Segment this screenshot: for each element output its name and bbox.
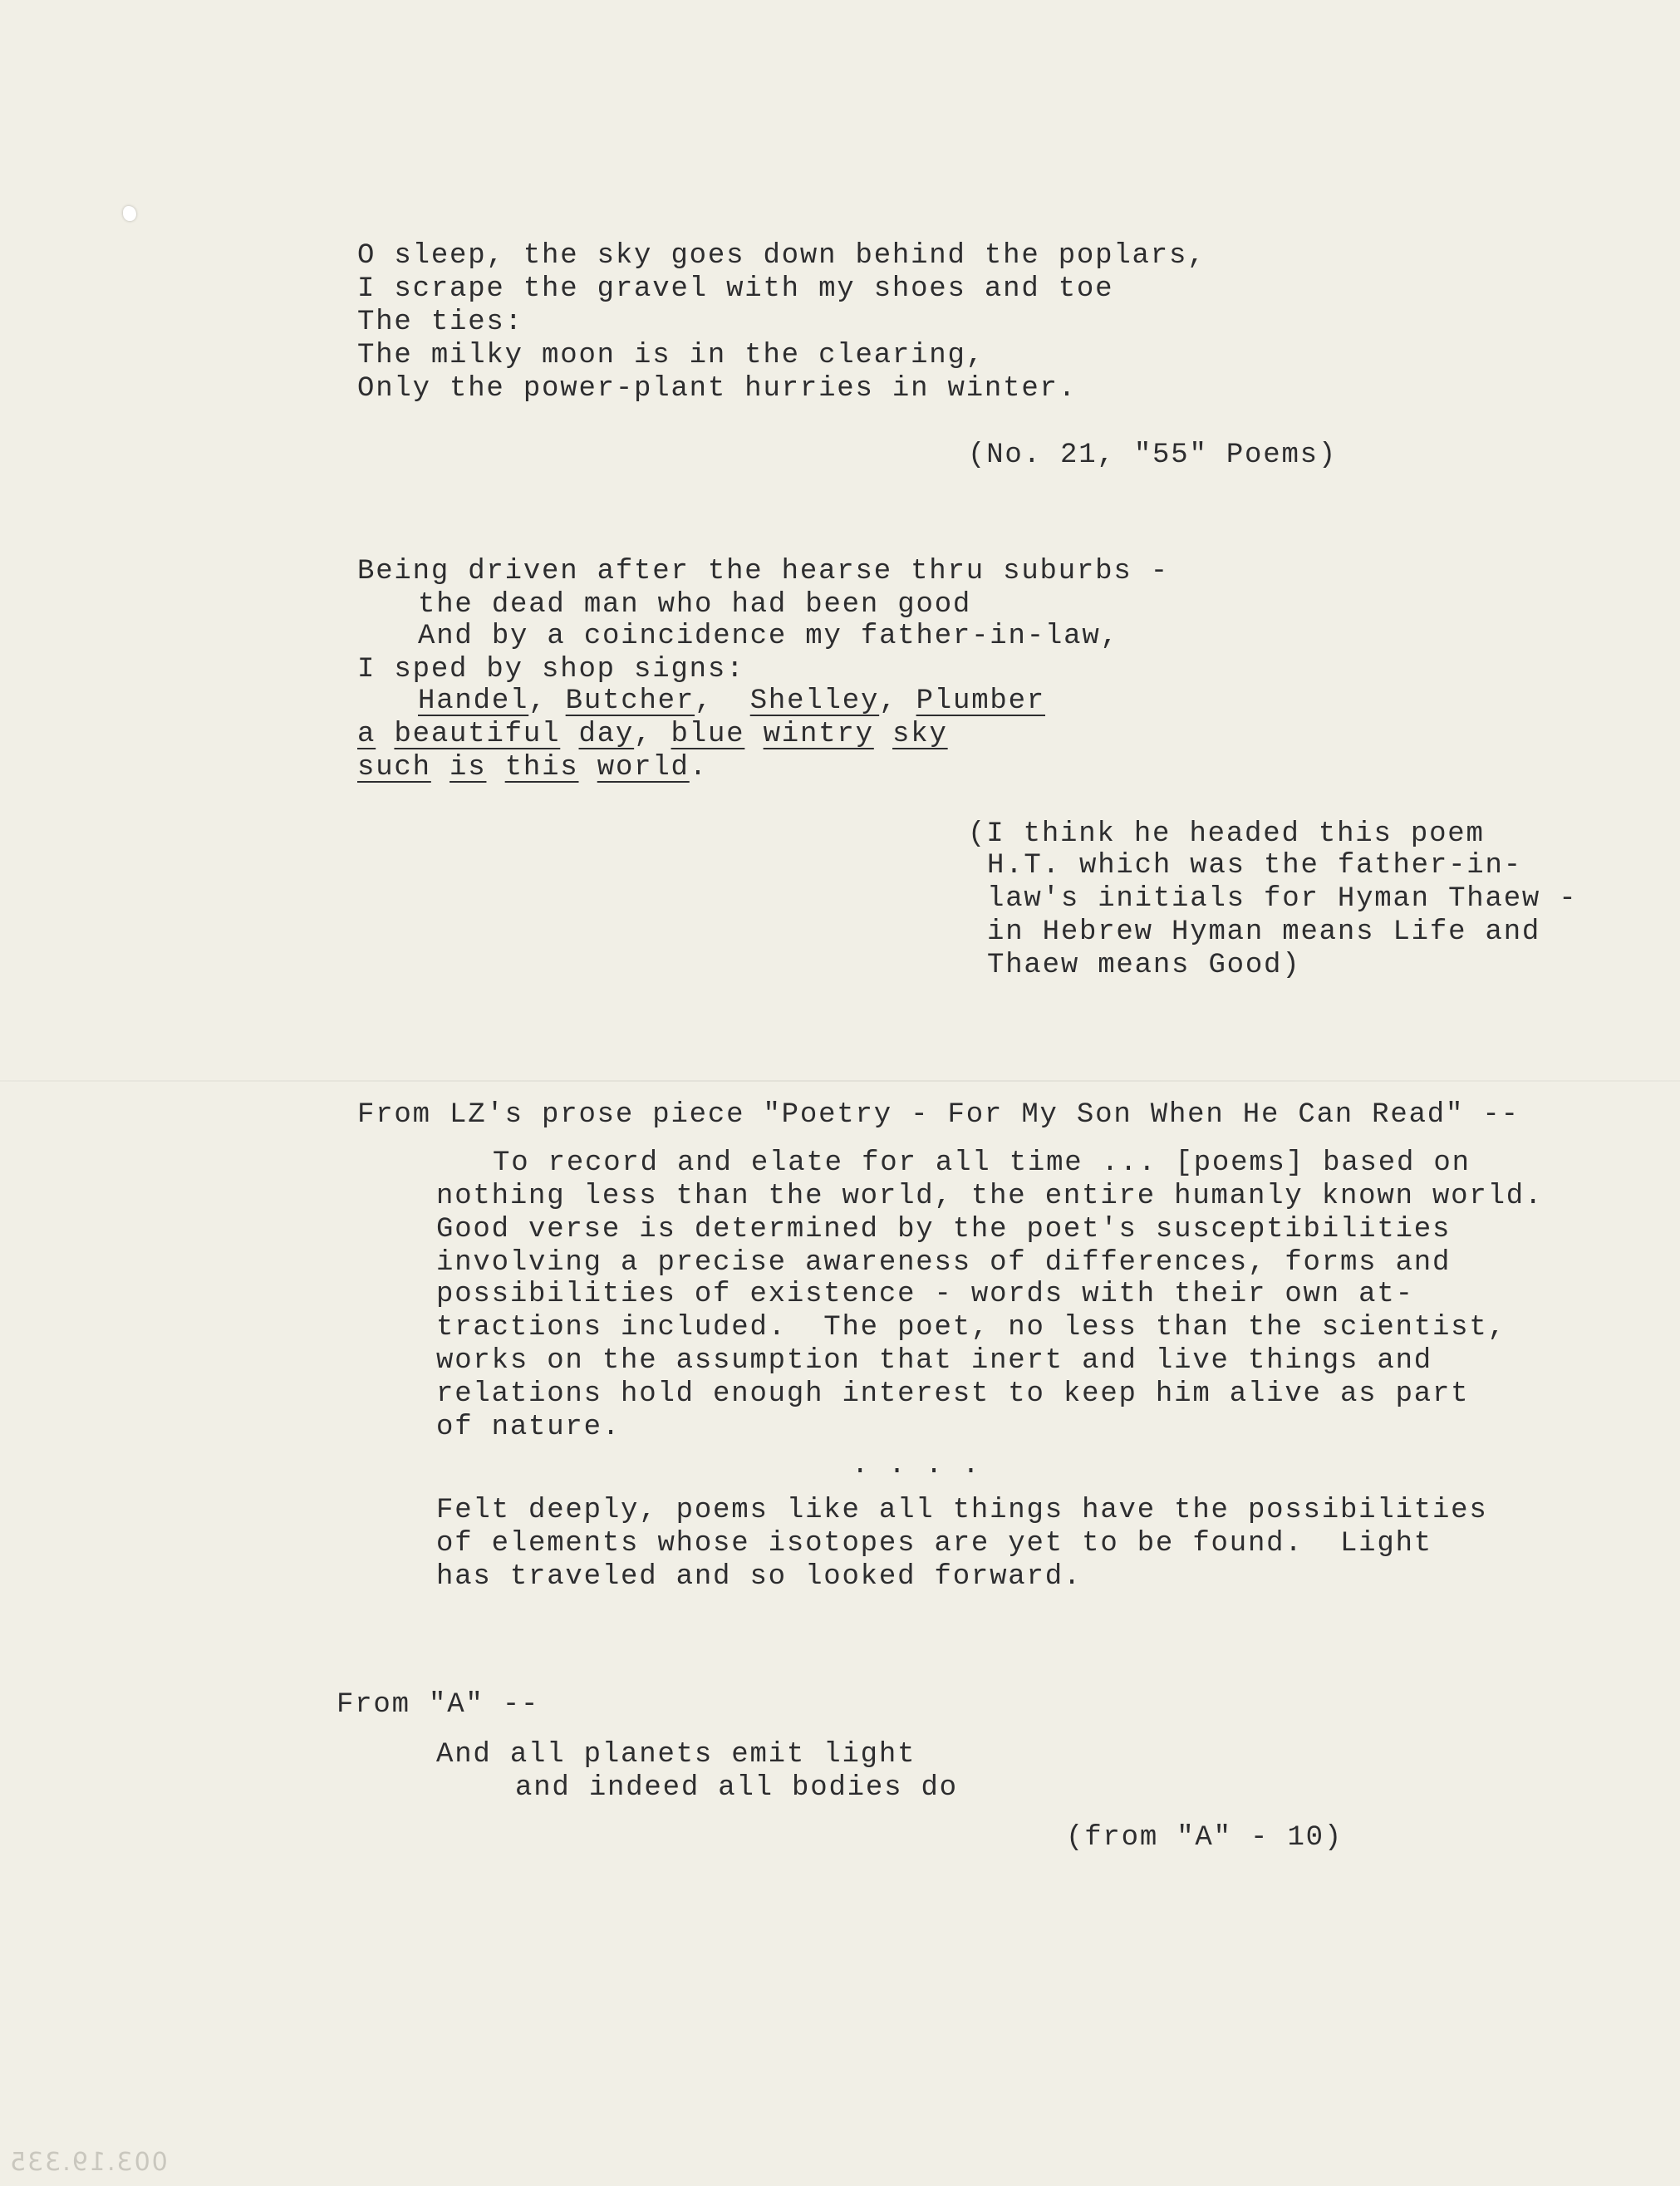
page-fold (0, 1080, 1680, 1082)
underlined-word: such (357, 752, 431, 784)
underlined-word: a (357, 719, 376, 750)
poem2-line: And by a coincidence my father-in-law, (418, 621, 1119, 652)
poem2-line: Being driven after the hearse thru suburbs - (357, 556, 1169, 587)
underlined-word: blue (671, 719, 745, 750)
archival-number: 003.19.335 (8, 2148, 168, 2177)
prose-line: tractions included. The poet, no less than the scientist, (436, 1312, 1506, 1344)
poem1-source: (No. 21, "55" Poems) (968, 440, 1338, 471)
note-line: in Hebrew Hyman means Life and (987, 916, 1541, 948)
a-source: (from "A" - 10) (1066, 1822, 1344, 1854)
prose-line: possibilities of existence - words with their own at- (436, 1279, 1414, 1310)
prose-line: has traveled and so looked forward. (436, 1561, 1083, 1593)
poem1-line: The milky moon is in the clearing, (357, 340, 985, 371)
note-line: H.T. which was the father-in- (987, 850, 1522, 882)
underlined-word: day (578, 719, 635, 750)
note-line: law's initials for Hyman Thaew - (987, 883, 1578, 915)
prose-line: of nature. (436, 1412, 621, 1443)
paper-blemish (123, 206, 136, 221)
note-line: (I think he headed this poem (968, 818, 1485, 850)
underlined-word: world (597, 752, 690, 784)
a-line: and indeed all bodies do (515, 1772, 958, 1804)
shop-signs-line: Handel, Butcher, Shelley, Plumber (418, 685, 1046, 717)
underlined-word: wintry (763, 719, 874, 750)
prose-line: To record and elate for all time ... [poems] based on (493, 1147, 1471, 1179)
prose-line: Felt deeply, poems like all things have the possibilities (436, 1495, 1488, 1526)
underlined-word: sky (892, 719, 948, 750)
prose-line: Good verse is determined by the poet's susceptibilities (436, 1214, 1452, 1245)
poem2-line: the dead man who had been good (418, 589, 972, 621)
poem2-line: I sped by shop signs: (357, 654, 745, 685)
a-line: And all planets emit light (436, 1739, 916, 1771)
prose-line: nothing less than the world, the entire humanly known world. (436, 1181, 1544, 1212)
world-line: such is this world. (357, 752, 708, 784)
sign-word: Plumber (916, 685, 1046, 717)
note-line: Thaew means Good) (987, 950, 1301, 981)
underlined-word: is (449, 752, 487, 784)
poem1-line: I scrape the gravel with my shoes and toe (357, 273, 1114, 305)
prose-line: works on the assumption that inert and live things and (436, 1345, 1432, 1377)
underlined-word: beautiful (394, 719, 561, 750)
underlined-word: this (504, 752, 579, 784)
prose-line: involving a precise awareness of differences, forms and (436, 1247, 1452, 1279)
prose-line: relations hold enough interest to keep him alive as part (436, 1378, 1470, 1410)
sign-word: Handel (418, 685, 529, 717)
prose-heading: From LZ's prose piece "Poetry - For My Son When He Can Read" -- (357, 1099, 1520, 1131)
poem1-line: O sleep, the sky goes down behind the poplars, (357, 240, 1206, 272)
poem1-line: The ties: (357, 307, 523, 338)
sign-word: Butcher (565, 685, 695, 717)
a-heading: From "A" -- (336, 1689, 540, 1721)
ellipsis-dots: . . . . (852, 1450, 981, 1481)
prose-line: of elements whose isotopes are yet to be found. Light (436, 1528, 1432, 1560)
sign-word: Shelley (749, 685, 880, 717)
day-line: a beautiful day, blue wintry sky (357, 719, 948, 750)
poem1-line: Only the power-plant hurries in winter. (357, 373, 1077, 405)
